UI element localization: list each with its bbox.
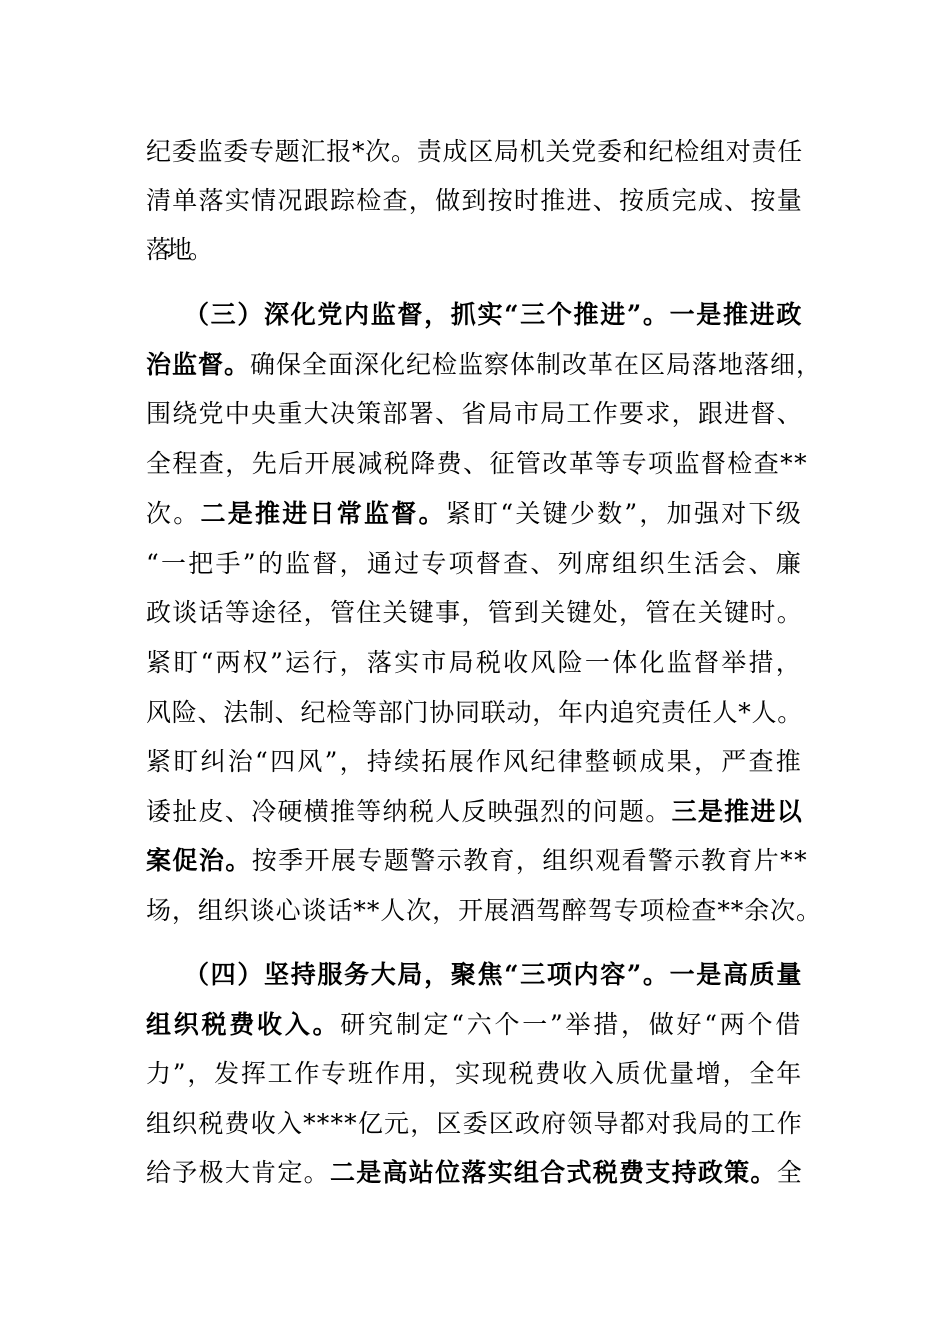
text-line — [146, 841, 808, 881]
text-line — [184, 955, 803, 995]
text-segment: 力”，发挥工作专班作用，实现税费收入质优量增，全年 — [146, 1059, 803, 1088]
text-line — [146, 891, 822, 931]
text-segment: 风险、法制、纪检等部门协同联动，年内追究责任人*人。 — [146, 698, 803, 727]
text-line — [146, 742, 803, 782]
text-line — [146, 544, 803, 584]
text-segment: 紧盯“两权”运行，落实市局税收风险一体化监督举措， — [146, 648, 803, 677]
text-segment: 紧盯“关键少数”，加强对下级 — [445, 499, 803, 528]
bold-text-segment: 治监督。 — [146, 350, 250, 379]
text-line — [146, 693, 803, 733]
text-segment: 全 — [776, 1158, 803, 1187]
text-segment: 纪委监委专题汇报*次。责成区局机关党委和纪检组对责任 — [146, 137, 803, 166]
text-line — [146, 444, 808, 484]
bold-text-segment: 二是推进日常监督。 — [200, 499, 446, 528]
text-line — [146, 494, 803, 534]
text-line — [146, 1005, 803, 1045]
text-line — [146, 1104, 803, 1144]
text-segment: 紧盯纠治“四风”，持续拓展作风纪律整顿成果，严查推 — [146, 747, 803, 776]
text-line — [146, 643, 803, 683]
text-line — [146, 230, 209, 270]
text-line — [146, 345, 822, 385]
text-line — [146, 792, 803, 832]
text-segment: 落地。 — [146, 235, 210, 264]
text-line — [146, 132, 803, 172]
text-line — [146, 1054, 803, 1094]
text-segment: 清单落实情况跟踪检查，做到按时推进、按质完成、按量 — [146, 186, 803, 215]
text-segment: 组织税费收入****亿元，区委区政府领导都对我局的工作 — [146, 1109, 803, 1138]
text-segment: 按季开展专题警示教育，组织观看警示教育片** — [251, 846, 808, 875]
bold-text-segment: （三）深化党内监督，抓实“三个推进”。一是推进政 — [184, 300, 803, 329]
text-line — [146, 181, 803, 221]
text-segment: 给予极大肯定。 — [146, 1158, 330, 1187]
bold-text-segment: 二是高站位落实组合式税费支持政策。 — [329, 1158, 777, 1187]
bold-text-segment: 组织税费收入。 — [146, 1010, 341, 1039]
text-line — [146, 593, 803, 633]
text-line — [146, 394, 803, 434]
bold-text-segment: （四）坚持服务大局，聚焦“三项内容”。一是高质量 — [184, 960, 803, 989]
text-segment: 诿扯皮、冷硬横推等纳税人反映强烈的问题。 — [146, 797, 672, 826]
text-segment: 政谈话等途径，管住关键事，管到关键处，管在关键时。 — [146, 598, 803, 627]
text-segment: 围绕党中央重大决策部署、省局市局工作要求，跟进督、 — [146, 399, 803, 428]
text-line — [146, 1153, 803, 1193]
bold-text-segment: 三是推进以 — [671, 797, 803, 826]
text-segment: 全程查，先后开展减税降费、征管改革等专项监督检查** — [146, 449, 808, 478]
bold-text-segment: 案促治。 — [146, 846, 252, 875]
text-segment: 研究制定“六个一”举措，做好“两个借 — [340, 1010, 803, 1039]
text-segment: “一把手”的监督，通过专项督查、列席组织生活会、廉 — [146, 549, 803, 578]
text-segment: 次。 — [146, 499, 201, 528]
text-segment: 确保全面深化纪检监察体制改革在区局落地落细， — [250, 350, 822, 379]
text-segment: 场，组织谈心谈话**人次，开展酒驾醉驾专项检查**余次。 — [146, 896, 822, 925]
text-line — [184, 295, 803, 335]
